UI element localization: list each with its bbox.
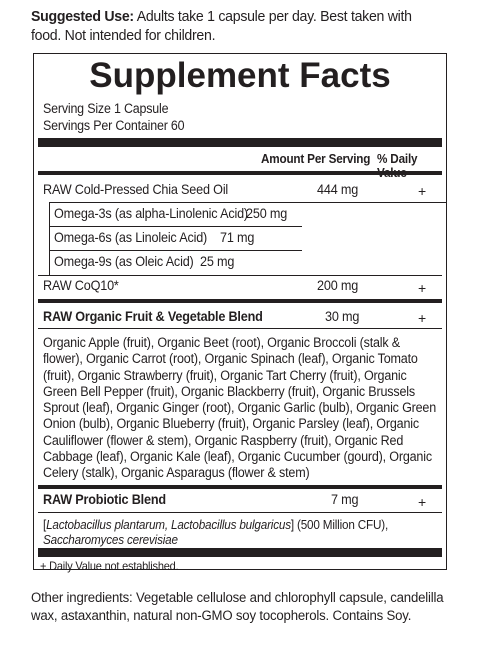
row-name-probiotic: RAW Probiotic Blend bbox=[43, 492, 166, 507]
row-dv-probiotic: + bbox=[418, 494, 427, 510]
sub-divider bbox=[49, 226, 302, 227]
row-dv-coq10: + bbox=[418, 280, 427, 296]
thick-divider bbox=[38, 548, 442, 557]
probiotic-yeast: Saccharomyces cerevisiae bbox=[43, 532, 178, 547]
row-name-omega6: Omega-6s (as Linoleic Acid) bbox=[54, 230, 208, 245]
header-divider bbox=[38, 171, 442, 175]
sub-indent-line bbox=[49, 202, 50, 275]
header-amount: Amount Per Serving bbox=[261, 152, 371, 166]
sub-divider bbox=[49, 250, 302, 251]
panel-title: Supplement Facts bbox=[89, 56, 391, 95]
row-divider-bold bbox=[38, 299, 442, 303]
row-amount-omega9: 25 mg bbox=[200, 254, 235, 269]
row-dv-blend: + bbox=[418, 310, 427, 326]
thick-divider bbox=[38, 138, 442, 147]
row-amount-omega6: 71 mg bbox=[220, 230, 255, 245]
row-amount-blend: 30 mg bbox=[325, 309, 360, 324]
row-name-omega9: Omega-9s (as Oleic Acid) bbox=[54, 254, 194, 269]
serving-size: Serving Size 1 Capsule bbox=[43, 101, 169, 116]
header-daily-value: % Daily bbox=[377, 152, 418, 166]
probiotic-bracket-open: [ bbox=[43, 518, 47, 532]
probiotic-description bbox=[43, 518, 439, 547]
supplement-facts-panel bbox=[33, 53, 447, 573]
row-name-coq10: RAW CoQ10* bbox=[43, 278, 119, 293]
row-name-omega3: Omega-3s (as alpha-Linolenic Acid) bbox=[54, 206, 248, 221]
blend-description: Organic Apple (fruit), Organic Beet (root), Organic Broccoli (stalk & flower), Organic Carrot (root), Organic Spinach (leaf), Organic Tomato (fruit), Organic Strawberry (fruit), Organic Tart Cherry (fruit), Organic Green Bell Pepper (fruit), Organic Blackberry (fruit), Organic Brussels Sprout (leaf), Organic Ginger (root), Organic Garlic (bulb), Organic Green Onion (bulb), Organic Blueberry (fruit), Organic Parsley (leaf), Organic Cauliflower (flower & stem), Organic Raspberry (fruit), Organic Red Cabbage (leaf), Organic Kale (leaf), Organic Cucumber (gourd), Organic Celery (stalk), Organic Asparagus (flower & stem) bbox=[43, 335, 437, 481]
row-divider bbox=[38, 275, 442, 276]
suggested-use-label: Suggested Use: bbox=[31, 8, 134, 25]
servings-per-container: Servings Per Container 60 bbox=[43, 117, 185, 133]
sub-divider bbox=[49, 202, 447, 203]
other-ingredients: Other ingredients: Vegetable cellulose and chlorophyll capsule, candelilla wax, astaxanthin, natural non-GMO soy tocopherols. Contains Soy. bbox=[31, 590, 444, 624]
row-divider bbox=[38, 512, 442, 513]
row-divider bbox=[38, 328, 442, 329]
row-amount-chia: 444 mg bbox=[317, 182, 359, 197]
row-dv-chia: + bbox=[418, 183, 427, 199]
probiotic-cfu: ] (500 Million CFU), bbox=[290, 518, 389, 532]
row-name-blend: RAW Organic Fruit & Vegetable Blend bbox=[43, 309, 263, 324]
row-amount-coq10: 200 mg bbox=[317, 278, 359, 293]
footnote: + Daily Value not established. bbox=[40, 559, 179, 573]
row-divider-bold bbox=[38, 485, 442, 489]
row-amount-omega3: 250 mg bbox=[246, 206, 288, 221]
suggested-use bbox=[31, 7, 440, 45]
serving-info bbox=[43, 101, 184, 134]
suggested-use-text: Adults take 1 capsule per day. Best taken with food. Not intended for children. bbox=[31, 8, 412, 44]
row-name-chia: RAW Cold-Pressed Chia Seed Oil bbox=[43, 182, 229, 197]
probiotic-strains: Lactobacillus plantarum, Lactobacillus bulgaricus bbox=[46, 518, 291, 532]
row-amount-probiotic: 7 mg bbox=[331, 492, 359, 507]
